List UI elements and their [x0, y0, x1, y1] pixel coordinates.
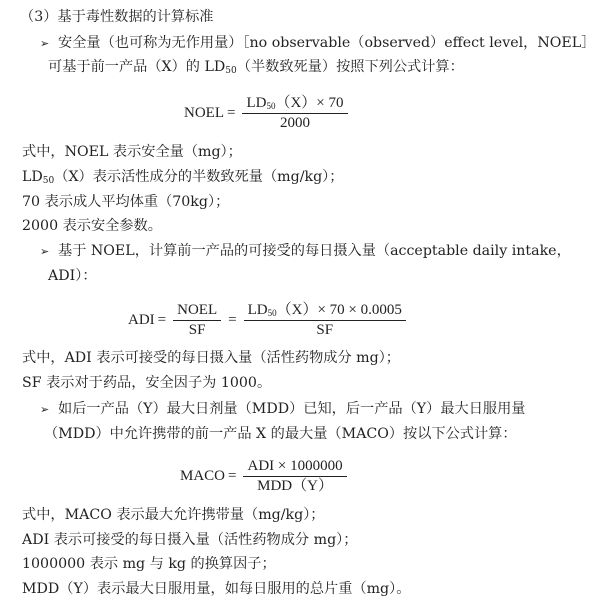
- definition-line: 2000 表示安全参数。: [22, 218, 162, 234]
- bullet-paragraph-noel: [40, 36, 595, 50]
- equals-sign: =: [157, 312, 167, 328]
- bullet-arrow-icon: ➢: [40, 403, 50, 416]
- fraction-numerator: NOEL: [173, 303, 221, 321]
- paragraph-text: 可基于前一产品（X）的 LD: [48, 59, 226, 75]
- formula-lhs: NOEL: [184, 105, 224, 121]
- paragraph-continuation: [48, 60, 464, 76]
- bullet-paragraph-maco: [40, 402, 525, 416]
- definition-line: 式中，NOEL 表示安全量（mg）；: [22, 144, 242, 160]
- paragraph-text: 安全量（也可称为无作用量）［no observable（observed）effect level，NOEL］: [58, 35, 595, 51]
- fraction-numerator: ADI × 1000000: [243, 459, 346, 477]
- fraction: [173, 303, 221, 338]
- paragraph-text: 如后一产品（Y）最大日剂量（MDD）已知，后一产品（Y）最大日服用量: [58, 401, 526, 417]
- definition-line: 式中，ADI 表示可接受的每日摄入量（活性药物成分 mg）；: [22, 350, 400, 366]
- bullet-arrow-icon: ➢: [40, 37, 50, 50]
- paragraph-continuation: ADI）：: [48, 268, 97, 284]
- paragraph-text: 基于 NOEL，计算前一产品的可接受的每日摄入量（acceptable daily intake，: [58, 243, 571, 259]
- bullet-paragraph-adi: [40, 244, 571, 258]
- equals-sign: =: [228, 468, 237, 484]
- definition-line: SF 表示对于药品，安全因子为 1000。: [22, 375, 272, 391]
- fraction-denominator: SF: [316, 322, 334, 338]
- paragraph-continuation: （MDD）中允许携带的前一产品 X 的最大量（MACO）按以下公式计算：: [44, 426, 517, 442]
- definition-line: MDD（Y）表示最大日服用量，如每日服用的总片重（mg）。: [22, 581, 411, 597]
- equals-sign: =: [227, 105, 236, 121]
- definition-line: 70 表示成人平均体重（70kg）；: [22, 194, 230, 210]
- formula-noel: [184, 96, 352, 131]
- definition-line: 1000000 表示 mg 与 kg 的换算因子；: [22, 556, 276, 572]
- definition-line: $LD_{50}(X)$表示活性成分的半数致死量（mg/kg）；: [22, 169, 344, 186]
- formula-adi: [128, 303, 410, 338]
- bullet-arrow-icon: ➢: [40, 245, 50, 258]
- definition-line: ADI 表示可接受的每日摄入量（活性药物成分 mg）；: [22, 532, 358, 548]
- definition-line: 式中，MACO 表示最大允许携带量（mg/kg）；: [22, 507, 325, 523]
- fraction-denominator: 2000: [279, 115, 310, 131]
- fraction-denominator: SF: [188, 322, 206, 338]
- formula-lhs: ADI: [128, 312, 155, 328]
- fraction: [243, 459, 346, 494]
- fraction-numerator: $LD_{50}(X)\times 70$: [242, 96, 347, 114]
- formula-lhs: MACO: [180, 468, 226, 484]
- subscript: 50: [225, 66, 237, 76]
- formula-maco: [180, 459, 351, 494]
- fraction-denominator: MDD（Y）: [257, 478, 333, 494]
- fraction: [242, 96, 347, 131]
- section-heading: （3）基于毒性数据的计算标准: [20, 9, 214, 25]
- paragraph-text: （半数致死量）按照下列公式计算：: [236, 59, 464, 75]
- equals-sign: =: [228, 312, 237, 328]
- fraction-numerator: $LD_{50}(X)\times 70 \times 0.0005$: [244, 303, 406, 321]
- fraction: [244, 303, 406, 338]
